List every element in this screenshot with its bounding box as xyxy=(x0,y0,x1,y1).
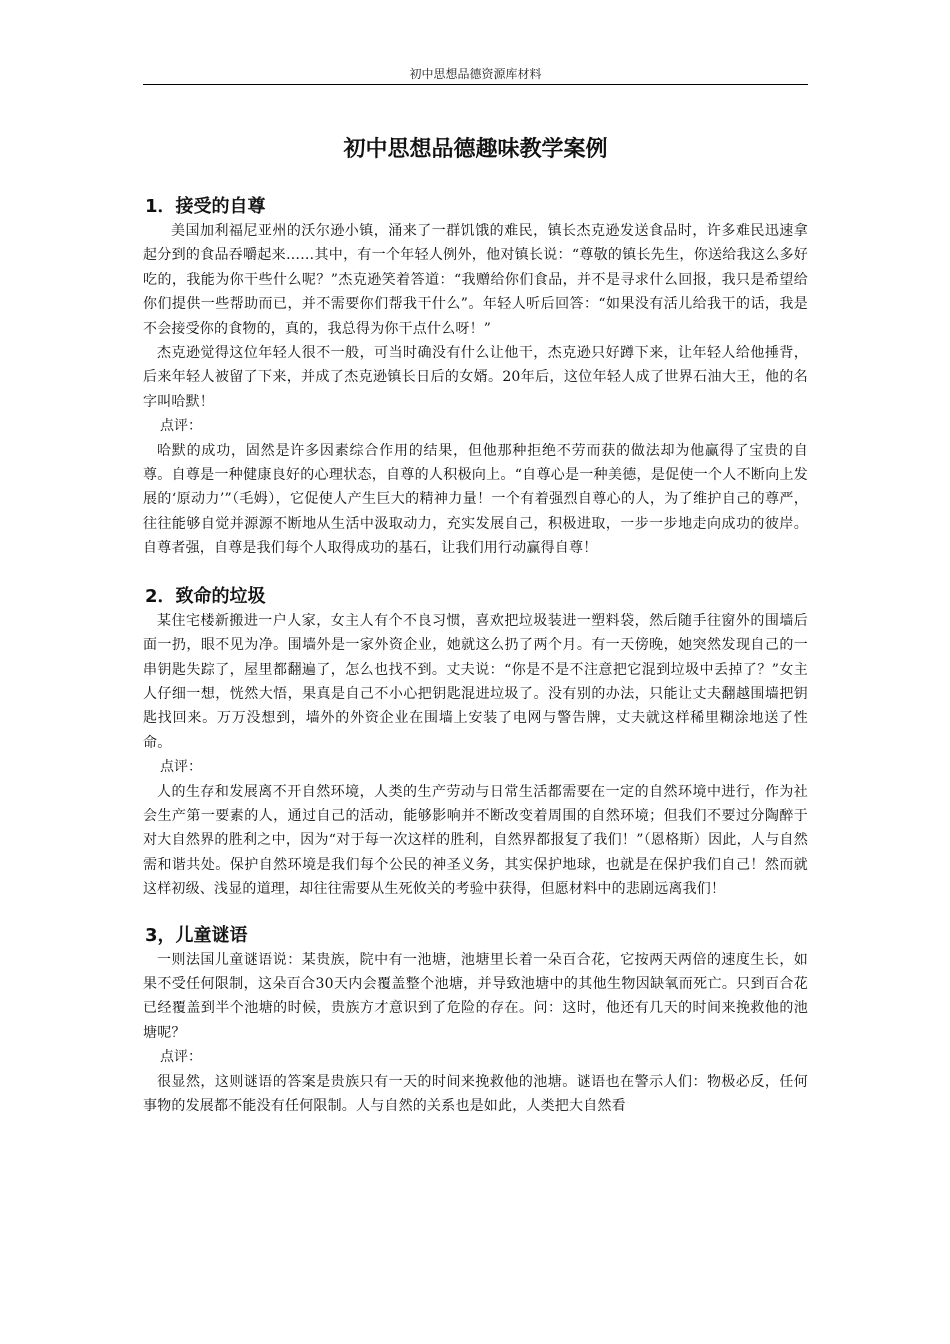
section-2-comment-paragraph: 人的生存和发展离不开自然环境，人类的生产劳动与日常生活都需要在一定的自然环境中进行，作为社会生产第一要素的人，通过自己的活动，能够影响并不断改变着周围的自然环境；但我们不要过分陶醉于对大自然界的胜利之中，因为“对于每一次这样的胜利，自然界都报复了我们！”（恩格斯）因此，人与自然需和谐共处。保护自然环境是我们每个公民的神圣义务，其实保护地球，也就是在保护我们自己！然而就这样初级、浅显的道理，却往往需要从生死攸关的考验中获得，但愿材料中的悲剧远离我们！ xyxy=(143,783,808,898)
section-1 xyxy=(143,195,808,561)
section-2-story-paragraph: 某住宅楼新搬进一户人家，女主人有个不良习惯，喜欢把垃圾装进一塑料袋，然后随手往窗外的围墙后面一扔，眼不见为净。围墙外是一家外资企业，她就这么扔了两个月。有一天傍晚，她突然发现自己的一串钥匙失踪了，屋里都翻遍了，怎么也找不到。丈夫说：“你是不是不注意把它混到垃圾中丢掉了？”女主人仔细一想，恍然大悟，果真是自己不小心把钥匙混进垃圾了。没有别的办法，只能让丈夫翻越围墙把钥匙找回来。万万没想到，墙外的外资企业在围墙上安装了电网与警告牌，丈夫就这样稀里糊涂地送了性命。 xyxy=(143,612,808,751)
header-rule xyxy=(143,84,808,85)
running-header: 初中思想品德资源库材料 xyxy=(409,67,542,81)
section-3-heading: 3，儿童谜语 xyxy=(145,924,248,946)
section-2-heading: 2．致命的垃圾 xyxy=(145,585,266,607)
section-1-story-paragraph-2: 杰克逊觉得这位年轻人很不一般，可当时确没有什么让他干，杰克逊只好蹲下来，让年轻人给他捶背，后来年轻人被留了下来，并成了杰克逊镇长日后的女婿。20年后，这位年轻人成了世界石油大王，他的名字叫哈默！ xyxy=(143,345,808,410)
section-1-heading: 1．接受的自尊 xyxy=(145,196,266,217)
section-3-comment-paragraph: 很显然，这则谜语的答案是贵族只有一天的时间来挽救他的池塘。谜语也在警示人们：物极必反，任何事物的发展都不能没有任何限制。人与自然的关系也是如此，人类把大自然看 xyxy=(143,1073,808,1114)
section-2 xyxy=(143,585,808,902)
section-3 xyxy=(143,924,808,1119)
section-3-story-paragraph: 一则法国儿童谜语说：某贵族，院中有一池塘，池塘里长着一朵百合花，它按两天两倍的速度生长，如果不受任何限制，这朵百合30天内会覆盖整个池塘，并导致池塘中的其他生物因缺氧而死亡。只到百合花已经覆盖到半个池塘的时候，贵族方才意识到了危险的存在。问：这时，他还有几天的时间来挽救他的池塘呢？ xyxy=(143,951,808,1041)
section-1-comment-paragraph: 哈默的成功，固然是许多因素综合作用的结果，但他那种拒绝不劳而获的做法却为他赢得了宝贵的自尊。自尊是一种健康良好的心理状态，自尊的人积极向上。“自尊心是一种美德，是促使一个人不断向上发展的‘原动力’”（毛姆），它促使人产生巨大的精神力量！一个有着强烈自尊心的人，为了维护自己的尊严，往往能够自觉并源源不断地从生活中汲取动力，充实发展自己，积极进取，一步一步地走向成功的彼岸。自尊者强，自尊是我们每个人取得成功的基石，让我们用行动赢得自尊！ xyxy=(143,442,808,557)
section-1-story-paragraph-1: 美国加利福尼亚州的沃尔逊小镇，涌来了一群饥饿的难民，镇长杰克逊发送食品时，许多难民迅速拿起分到的食品吞嚼起来……其中，有一个年轻人例外，他对镇长说：“尊敬的镇长先生，你送给我这么多好吃的，我能为你干些什么呢？”杰克逊笑着答道：“我赠给你们食品，并不是寻求什么回报，我只是希望给你们提供一些帮助而已，并不需要你们帮我干什么”。年轻人听后回答：“如果没有活儿给我干的话，我是不会接受你的食物的，真的，我总得为你干点什么呀！” xyxy=(143,223,808,337)
section-3-comment-label: 点评： xyxy=(160,1049,202,1066)
document-title: 初中思想品德趣味教学案例 xyxy=(343,137,608,162)
section-2-comment-label: 点评： xyxy=(160,759,202,776)
section-1-comment-label: 点评： xyxy=(160,418,202,435)
document-page xyxy=(143,0,808,1118)
